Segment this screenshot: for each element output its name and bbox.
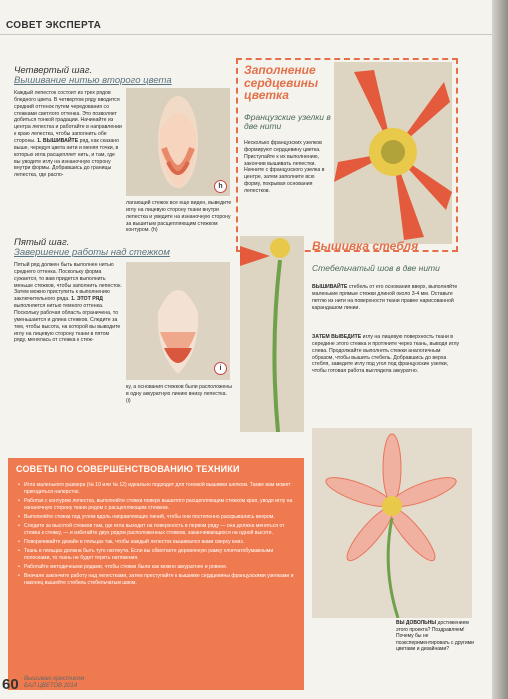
photo-caption: [396, 620, 476, 653]
stem-title: Вышивка стебля: [312, 239, 419, 253]
stem-subtitle: Стебельчатый шов в две нити: [312, 263, 440, 273]
step4-subtitle: Вышивание нитью второго цвета: [14, 75, 172, 86]
tip-item: • Вначале закончите работу над лепестками, затем преступайте к вышивке сердцевины французскими узелками и наконец вышейте стебель стебельчатым швом.: [18, 573, 298, 587]
center-subtitle: Французские узелки в две нити: [244, 112, 331, 132]
step5-title: Пятый шаг.: [14, 237, 70, 248]
step5-col1-bold: 1. ЭТОТ РЯД: [71, 296, 103, 303]
stem-p2-bold: ЗАТЕМ ВЫВЕДИТЕ: [312, 334, 362, 340]
step5-badge: i: [214, 362, 227, 375]
step5-subtitle: Завершение работы над стежком: [14, 247, 170, 258]
stem-photo: [240, 236, 304, 432]
step4-badge: h: [214, 180, 227, 193]
flower-center-illustration: [334, 62, 452, 244]
section-header: СОВЕТ ЭКСПЕРТА: [6, 20, 102, 31]
header-divider: [0, 34, 492, 35]
tip-item: • Игла маленького размера (№ 10 или № 12) идеально подходит для тоновой вышивки шелком. Также вам может пригодиться наперсток.: [18, 482, 298, 496]
step4-photo: [126, 88, 230, 196]
stem-p2-text: иглу на лицевую поверхность ткани в середине этого стежка и протяните через ткань, выводя иглу слева. Продолжайте выполнять стежки аналогичным образом, чтобы вышить стебель. Добравшись до верха стебля, заведите иглу под угол под французские узелки, чтобы готовая работа выглядела аккуратно.: [312, 334, 460, 375]
step4-title: Четвертый шаг.: [14, 65, 93, 76]
center-text: Несколько французских узелков формируют сердцевину цветка. Приступайте к их выполнению, закончив вышивать лепестки. Начните с французского узелка в центре, затем заполните всю форму, покрывая основания лепестков.: [244, 140, 325, 195]
petal-illustration: [126, 88, 230, 196]
stem-p1-text: стебель от его основания вверх, выполняйте маленькие прямые стежки длиной около 3-4 мм. Оставьте петлю из нити на поверхности ткани правее нарисованной карандашом линии.: [312, 284, 458, 311]
tips-panel: [8, 458, 304, 690]
tip-item: • Работая с контуром лепестка, выполняйте стежки поверх вышитого расщепляющим стежком края, уводя иглу на изнаночную сторону ткани рядом с расщепляющим стежком.: [18, 498, 298, 512]
step5-text-col2: ку, а основания стежков были расположены в одну аккуратную линию внизу лепестка. (i): [126, 384, 232, 404]
page-number: 60: [2, 676, 19, 693]
step5-col1-intro: Пятый ряд должен быть выполнен нитью среднего оттенка. Поскольку форма сужается, то вам придется выполнить меньше стежков, чтобы заполнить лепесток. Затем можно приступить к выполнению заключительного ряда.: [14, 262, 122, 303]
magazine-name: Вышиваю крестиком: [24, 676, 85, 682]
finished-flower-photo: [312, 428, 472, 618]
step5-text-col1: [14, 262, 122, 344]
step4-col1-intro: Каждый лепесток состоит из трех рядов бледного цвета. В четвертом ряду вводится средний оттенок путем чередования со стежками светлого оттенка. Это позволяет добиться тонкой градации. Начинайте из центра лепестка и работайте в направлении к краю лепестка, чтобы заполнить обе стороны.: [14, 90, 122, 145]
tips-title: СОВЕТЫ ПО СОВЕРШЕНСТВОВАНИЮ ТЕХНИКИ: [16, 464, 240, 474]
stem-text-p1: [312, 284, 460, 311]
finished-flower-illustration: [312, 428, 472, 618]
stem-p1-bold: ВЫШИВАЙТЕ: [312, 284, 348, 290]
tips-list: [18, 482, 298, 589]
tip-item: • Следите за высотой стежков там, где игла выходит на поверхность в первом ряду — она должна меняться от стежка к стежку, — и избегайте двух рядом расположенных стежков, заканчивающихся на одной высоте.: [18, 523, 298, 537]
center-photo: [334, 62, 452, 244]
stem-text-p2: [312, 334, 460, 375]
magazine-issue: БАЛ ЦВЕТОВ 2014: [24, 683, 78, 690]
petal-shaded-illustration: [126, 262, 230, 380]
step4-text-col1: [14, 90, 122, 179]
step4-col1-bold: 1. ВЫШИВАЙТЕ: [37, 138, 79, 145]
stem-illustration: [240, 236, 304, 432]
page-edge-shadow: [492, 0, 508, 699]
step5-col1-rest: выполняется нитью темного оттенка. Поскольку рабочая область ограничена, то уменьшается и длина стежков. Следите за тем, чтобы высота, на которой вы выводите иглу на лицевую сторону ткани в пятом ряду, менялась от стежка к стеж-: [14, 303, 121, 344]
step4-col1-rest: ряд, как сказано выше, чередуя цвета нити и меняя точки, в которых игла расщепляет нить, и там, где вы уводите иглу на изнаночную сторону внутри формы. Добравшись до границы лепестка, где распо-: [14, 138, 119, 179]
center-title: Заполнение сердцевины цветка: [244, 63, 319, 103]
caption-text: достижением этого проекта? Поздравляем! Почему бы не поэкспериментировать с другими цветами и дизайнами?: [396, 620, 474, 652]
step4-text-col2: лагающий стежок все еще виден, выведите иглу на лицевую сторону ткани внутри лепестка и уведите на изнаночную сторону за вышитым расщепляющим стежком контуром. (h): [126, 200, 232, 234]
tip-item: • Работайте методичными рядами, чтобы стежки были как можно аккуратнее и ровнее.: [18, 564, 298, 571]
magazine-footer: [24, 676, 84, 690]
step5-photo: [126, 262, 230, 380]
tip-item: • Поворачивайте дизайн в пяльцах так, чтобы каждый лепесток вышивался вами сверху вниз.: [18, 539, 298, 546]
caption-bold: ВЫ ДОВОЛЬНЫ: [396, 620, 437, 626]
tip-item: • Ткань в пяльцах должна быть туго натянута. Если вы обмотаете деревянную рамку хлопчатобумажными полосками, то ткань не будет терять натяжения.: [18, 548, 298, 562]
tip-item: • Выполняйте стежки под углом вдоль направляющих линий, чтобы они постепенно раскрывались веером.: [18, 514, 298, 521]
